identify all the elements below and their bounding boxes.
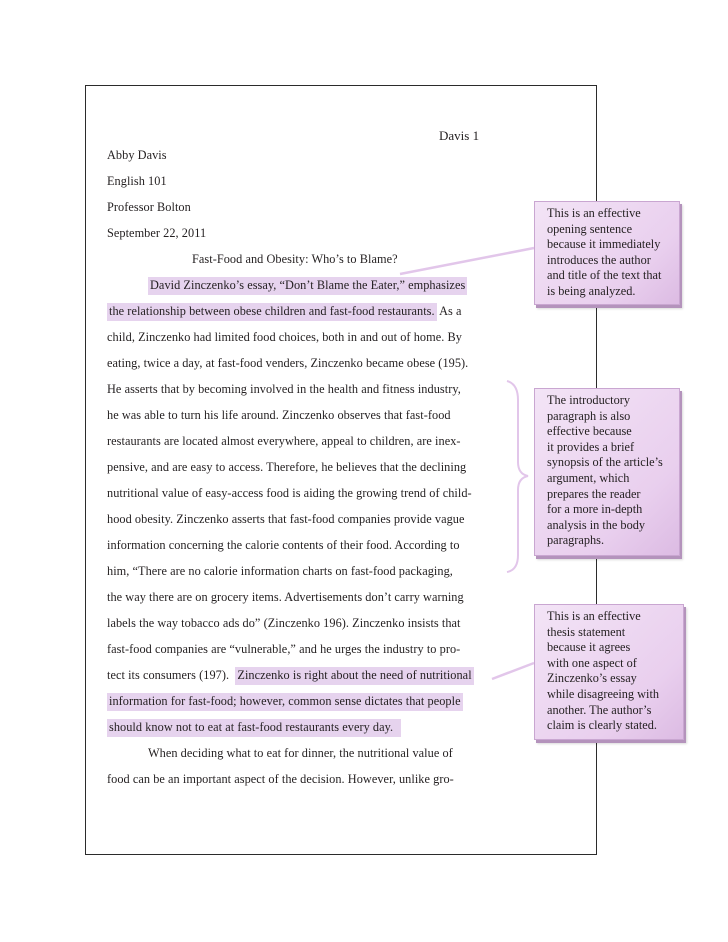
body-line: fast-food companies are “vulnerable,” and he urges the industry to pro- [107, 642, 461, 656]
body-line: hood obesity. Zinczenko asserts that fast-food companies provide vague [107, 512, 465, 526]
comment-text: argument, which [547, 470, 630, 485]
opening-sentence-highlight: David Zinczenko’s essay, “Don’t Blame the Eater,” emphasizes [148, 277, 467, 295]
comment-text: with one aspect of [547, 655, 637, 670]
body-line [148, 275, 467, 295]
body-line: eating, twice a day, at fast-food venders, Zinczenko became obese (195). [107, 356, 469, 370]
body-line: him, “There are no calorie information charts on fast-food packaging, [107, 564, 453, 578]
comment-text: The introductory [547, 393, 630, 407]
comment-text: introduces the author [547, 252, 651, 267]
body-line: child, Zinczenko had limited food choices, both in and out of home. By [107, 330, 462, 344]
body-line: labels the way tobacco ads do” (Zinczenko 196). Zinczenko insists that [107, 616, 461, 630]
comment-text: opening sentence [547, 221, 633, 236]
body-line: he was able to turn his life around. Zinczenko observes that fast-food [107, 408, 451, 422]
body-line: the way there are on grocery items. Advertisements don’t carry warning [107, 590, 464, 604]
body-line [107, 665, 474, 685]
thesis-statement-highlight: should know not to eat at fast-food restaurants every day. [107, 719, 401, 737]
comment-text: This is an effective [547, 609, 641, 623]
author-name: Abby Davis [107, 148, 167, 162]
comment-text: prepares the reader [547, 486, 641, 501]
comment-text: thesis statement [547, 624, 626, 639]
professor-name: Professor Bolton [107, 200, 191, 214]
date-line: September 22, 2011 [107, 226, 207, 240]
body-line: He asserts that by becoming involved in the health and fitness industry, [107, 382, 461, 396]
body-line: information concerning the calorie contents of their food. According to [107, 538, 460, 552]
comment-text: and title of the text that [547, 268, 662, 283]
comment-text: another. The author’s [547, 702, 652, 717]
comment-introductory-paragraph [534, 388, 680, 556]
comment-text: for a more in-depth [547, 502, 643, 517]
comment-text: paragraph is also [547, 408, 631, 423]
comment-text: synopsis of the article’s [547, 455, 663, 470]
page-header-running-head: Davis 1 [439, 128, 480, 143]
comment-text: paragraphs. [547, 533, 605, 548]
body-line: When deciding what to eat for dinner, the nutritional value of [148, 746, 453, 760]
comment-text: because it immediately [547, 237, 661, 252]
body-line: restaurants are located almost everywhere, appeal to children, are inex- [107, 434, 461, 448]
comment-text: analysis in the body [547, 517, 646, 532]
comment-text: effective because [547, 424, 632, 439]
thesis-statement-highlight: information for fast-food; however, common sense dictates that people [107, 693, 463, 711]
body-line: pensive, and are easy to access. Therefore, he believes that the declining [107, 460, 467, 474]
comment-opening-sentence [534, 201, 680, 305]
comment-text: claim is clearly stated. [547, 718, 657, 733]
body-text: As a [436, 304, 462, 318]
comment-thesis-statement [534, 604, 684, 740]
comment-text: it provides a brief [547, 439, 635, 454]
body-line [107, 717, 401, 737]
comment-text: while disagreeing with [547, 686, 660, 701]
comment-text: This is an effective [547, 206, 641, 220]
body-line [107, 691, 463, 711]
course-name: English 101 [107, 174, 167, 188]
essay-title: Fast-Food and Obesity: Who’s to Blame? [192, 252, 398, 266]
body-line [107, 301, 461, 321]
comment-text: Zinczenko’s essay [547, 671, 637, 686]
body-line: food can be an important aspect of the decision. However, unlike gro- [107, 772, 454, 786]
opening-sentence-highlight: the relationship between obese children and fast-food restaurants. [107, 303, 437, 321]
body-line: nutritional value of easy-access food is aiding the growing trend of child- [107, 486, 472, 500]
comment-text: because it agrees [547, 640, 631, 655]
body-text: tect its consumers (197). [107, 668, 236, 682]
comment-text: is being analyzed. [547, 283, 636, 298]
thesis-statement-highlight: Zinczenko is right about the need of nutritional [235, 667, 473, 685]
